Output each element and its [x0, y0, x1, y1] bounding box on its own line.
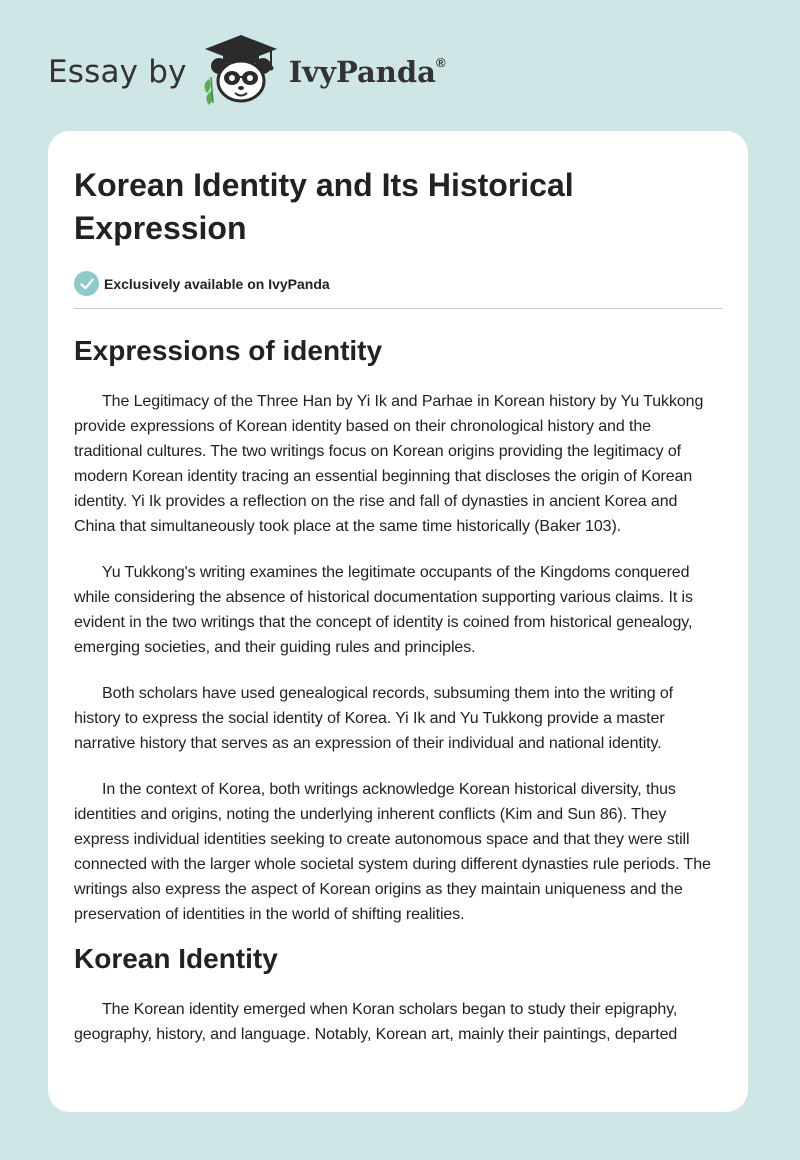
paragraph: Yu Tukkong's writing examines the legitimate occupants of the Kingdoms conquered while considering the absence of historical documentation supporting various claims. It is evident in the two writings that the concept of identity is coined from historical genealogy, emerging societies, and their guiding rules and principles. — [74, 564, 693, 656]
check-icon — [74, 271, 99, 296]
page-title: Korean Identity and Its Historical Expression — [74, 167, 574, 246]
divider — [74, 308, 722, 309]
site-header — [48, 34, 468, 110]
essay-card — [48, 131, 748, 1112]
essay-by-label: Essay by — [48, 54, 187, 90]
section-heading-korean-identity: Korean Identity — [74, 943, 278, 974]
paragraph: Both scholars have used genealogical records, subsuming them into the writing of history to express the social identity of Korea. Yi Ik and Yu Tukkong provide a master narrative history that serves as an expression of their individual and national identity. — [74, 685, 673, 752]
paragraph: In the context of Korea, both writings acknowledge Korean historical diversity, thus identities and origins, noting the underlying inherent conflicts (Kim and Sun 86). They express individual identities seeking to create autonomous space and that they were still connected with the larger whole societal system during different dynasties rule periods. The writings also express the aspect of Korean origins as they maintain uniqueness and the preservation of identities in the world of shifting realities. — [74, 781, 711, 923]
section-heading-expressions: Expressions of identity — [74, 335, 383, 366]
brand-name[interactable]: IvyPanda® — [288, 55, 446, 89]
registered-mark: ® — [435, 55, 446, 70]
paragraph: The Legitimacy of the Three Han by Yi Ik and Parhae in Korean history by Yu Tukkong provide expressions of Korean identity based on their chronological history and the traditional cultures. The two writings focus on Korean origins providing the legitimacy of modern Korean identity tracing an essential beginning that discloses the origin of Korean identity. Yi Ik provides a reflection on the rise and fall of dynasties in ancient Korea and China that simultaneously took place at the same time historically (Baker 103). — [74, 393, 704, 535]
panda-graduate-logo-icon[interactable] — [201, 33, 281, 110]
paragraph: The Korean identity emerged when Koran scholars began to study their epigraphy, geography, history, and language. Notably, Korean art, mainly their paintings, departed — [74, 1001, 678, 1043]
exclusive-label: Exclusively available on IvyPanda — [104, 275, 330, 292]
exclusive-badge — [74, 271, 722, 296]
